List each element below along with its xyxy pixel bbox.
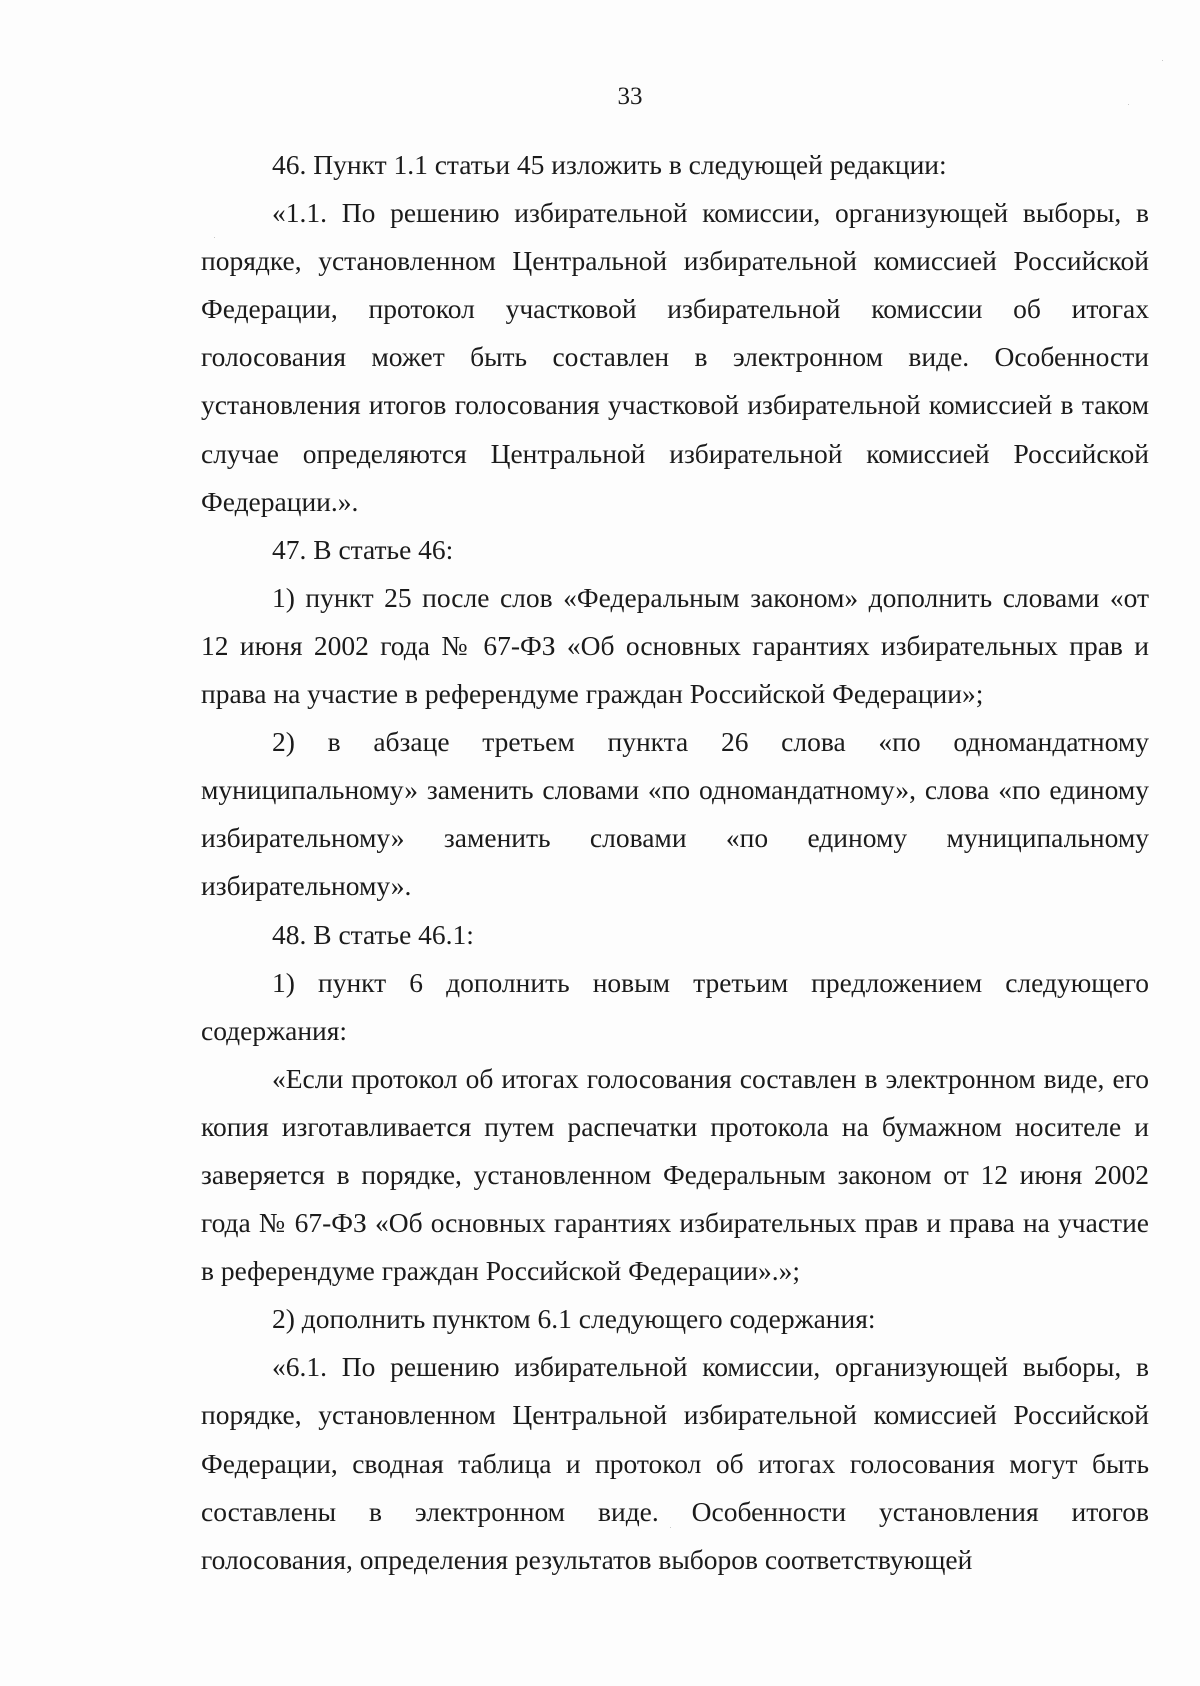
- scan-speck: [1128, 104, 1129, 105]
- paragraph-subitem-2-point-6-1: 2) дополнить пунктом 6.1 следующего содержания:: [272, 1303, 876, 1335]
- document-body: [201, 141, 1149, 1584]
- paragraph-item-47: 47. В статье 46:: [272, 533, 454, 565]
- scan-speck: [1162, 60, 1163, 61]
- paragraph-subitem-2: 2) в абзаце третьем пункта 26 слова «по одномандатному муниципальному» заменить словами «по одномандатному», слова «по единому избирательному» заменить словами «по единому муниципальному избирательному».: [201, 726, 1149, 902]
- scan-speck: [670, 1527, 671, 1528]
- paragraph-item-46: 46. Пункт 1.1 статьи 45 изложить в следующей редакции:: [272, 149, 947, 180]
- scan-speck: [214, 237, 215, 238]
- paragraph-quote-6-1: «6.1. По решению избирательной комиссии, организующей выборы, в порядке, установленном Центральной избирательной комиссией Российской Федерации, сводная таблица и протокол об итогах голосования могут быть составлены в электронном виде. Особенности установления итогов голосования, определения результатов выборов соответствующей: [201, 1351, 1149, 1575]
- page-number: 33: [617, 83, 643, 110]
- paragraph-subitem-1: 1) пункт 25 после слов «Федеральным законом» дополнить словами «от 12 июня 2002 года № 67-ФЗ «Об основных гарантиях избирательных прав и права на участие в референдуме граждан Российской Федерации»;: [201, 581, 1149, 710]
- paragraph-subitem-1-point-6: 1) пункт 6 дополнить новым третьим предложением следующего содержания:: [201, 966, 1149, 1046]
- paragraph-quote-1-1: «1.1. По решению избирательной комиссии, организующей выборы, в порядке, установленном Центральной избирательной комиссией Российской Федерации, протокол участковой избирательной комиссии об итогах голосования может быть составлен в электронном виде. Особенности установления итогов голосования участковой избирательной комиссией в таком случае определяются Центральной избирательной комиссией Российской Федерации.».: [201, 197, 1149, 517]
- paragraph-item-48: 48. В статье 46.1:: [272, 918, 474, 950]
- paragraph-quote-electronic-copy: «Если протокол об итогах голосования составлен в электронном виде, его копия изготавливается путем распечатки протокола на бумажном носителе и заверяется в порядке, установленном Федеральным законом от 12 июня 2002 года № 67-ФЗ «Об основных гарантиях избирательных прав и права на участие в референдуме граждан Российской Федерации».»;: [201, 1062, 1149, 1287]
